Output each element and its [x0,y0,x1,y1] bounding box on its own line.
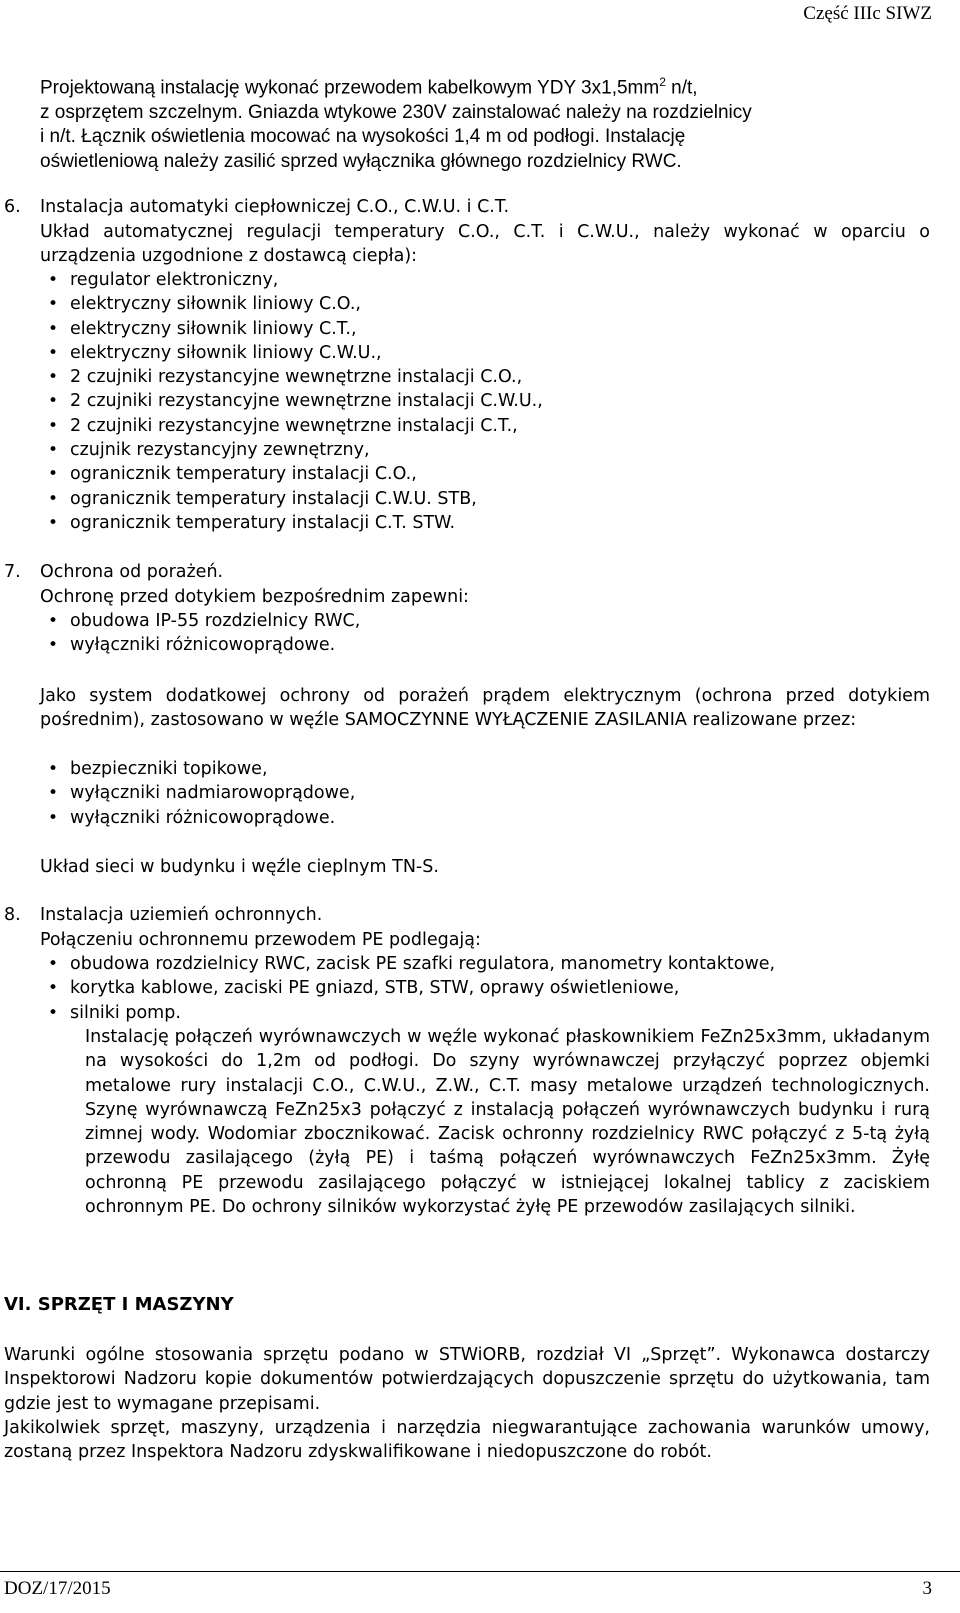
section-vi-title: VI. SPRZĘT I MASZYNY [4,1294,234,1315]
section-8-heading: 8. Instalacja uziemień ochronnych. [4,905,323,925]
list-item: • korytka kablowe, zaciski PE gniazd, STB, STW, oprawy oświetleniowe, [40,976,930,1000]
list-item: • silniki pomp. [40,1001,930,1025]
list-item: • elektryczny siłownik liniowy C.T., [40,317,930,341]
intro-line-4: oświetleniową należy zasilić sprzed wyłącznika głównego rozdzielnicy RWC. [40,150,682,172]
list-item: • regulator elektroniczny, [40,268,930,292]
header-part-label: Część IIIc SIWZ [803,3,932,24]
list-item: • ogranicznik temperatury instalacji C.W.U. STB, [40,487,930,511]
section-vi-paragraph-2: Jakikolwiek sprzęt, maszyny, urządzenia i narzędzia niegwarantujące zachowania warunków umowy, zostaną przez Inspektora Nadzoru zdyskwalifikowane i niedopuszczone do robót. [4,1418,930,1463]
list-item: • elektryczny siłownik liniowy C.W.U., [40,341,930,365]
list-item: • ogranicznik temperatury instalacji C.O., [40,462,930,486]
section-7-paragraph: Jako system dodatkowej ochrony od porażeń prądem elektrycznym (ochrona przed dotykiem pośrednim), zastosowano w węźle SAMOCZYNNE WYŁĄCZENIE ZASILANIA realizowane przez: [40,686,930,731]
intro-line-3: i n/t. Łącznik oświetlenia mocować na wysokości 1,4 m od podłogi. Instalację [40,126,686,148]
section-6-list [40,268,930,535]
list-item: • elektryczny siłownik liniowy C.O., [40,292,930,316]
list-item: • wyłączniki różnicowoprądowe. [40,633,930,657]
section-7-heading: 7. Ochrona od porażeń. [4,562,224,582]
footer-page-number: 3 [922,1578,932,1599]
intro-line-2: z osprzętem szczelnym. Gniazda wtykowe 230V zainstalować należy na rozdzielnicy [40,101,752,123]
section-7-list-2 [40,757,930,830]
list-item: • obudowa rozdzielnicy RWC, zacisk PE szafki regulatora, manometry kontaktowe, [40,952,930,976]
list-item: • 2 czujniki rezystancyjne wewnętrzne instalacji C.T., [40,414,930,438]
list-item: • wyłączniki różnicowoprądowe. [40,806,930,830]
section-8-list [40,952,930,1025]
section-vi-paragraph-1: Warunki ogólne stosowania sprzętu podano w STWiORB, rozdział VI „Sprzęt”. Wykonawca dostarczy Inspektorowi Nadzoru kopie dokumentów potwierdzających dopuszczenie sprzętu do użytkowania, tam gdzie jest to wymagane przepisami. [4,1345,930,1414]
section-7-network: Układ sieci w budynku i węźle cieplnym TN-S. [40,857,439,877]
list-item: • ogranicznik temperatury instalacji C.T. STW. [40,511,930,535]
footer-doc-id: DOZ/17/2015 [4,1578,111,1599]
section-6-text: Układ automatycznej regulacji temperatury C.O., C.T. i C.W.U., należy wykonać w oparciu o urządzenia uzgodnione z dostawcą ciepła): [40,222,930,267]
section-8-paragraph: Instalację połączeń wyrównawczych w węźle wykonać płaskownikiem FeZn25x3mm, układanym na wysokości do 1,2m od podłogi. Do szyny wyrównawczej przyłączyć poprzez objemki metalowe rury instalacji C.O., C.W.U., Z.W., C.T. masy metalowe urządzeń technologicznych. Szynę wyrównawczą FeZn25x3 połączyć z instalacją połączeń wyrównawczych budynku i rurą zimnej wody. Wodomiar zbocznikować. Zacisk ochronny rozdzielnicy RWC połączyć z 5-tą żyłą przewodu zasilającego (żyłą PE) i taśmą połączeń wyrównawczych FeZn25x3mm. Żyłę ochronną PE przewodu zasilającego połączyć w istniejącej lokalnej tablicy z zaciskiem ochronnym PE. Do ochrony silników wykorzystać żyłę PE przewodów zasilających silniki. [85,1027,930,1218]
list-item: • bezpieczniki topikowe, [40,757,930,781]
section-8-lead: Połączeniu ochronnemu przewodem PE podlegają: [40,930,481,950]
intro-paragraph [40,70,930,174]
list-item: • czujnik rezystancyjny zewnętrzny, [40,438,930,462]
footer-rule [0,1571,960,1572]
intro-line-1: Projektowaną instalację wykonać przewodem kabelkowym YDY $3x1,5mm^2$ n/t, [40,75,698,99]
list-item: • wyłączniki nadmiarowoprądowe, [40,781,930,805]
list-item: • 2 czujniki rezystancyjne wewnętrzne instalacji C.O., [40,365,930,389]
list-item: • 2 czujniki rezystancyjne wewnętrzne instalacji C.W.U., [40,389,930,413]
section-7-lead: Ochronę przed dotykiem bezpośrednim zapewni: [40,587,469,607]
section-6-heading: 6. Instalacja automatyki ciepłowniczej C.O., C.W.U. i C.T. [4,197,510,217]
section-7-list [40,609,930,658]
list-item: • obudowa IP-55 rozdzielnicy RWC, [40,609,930,633]
